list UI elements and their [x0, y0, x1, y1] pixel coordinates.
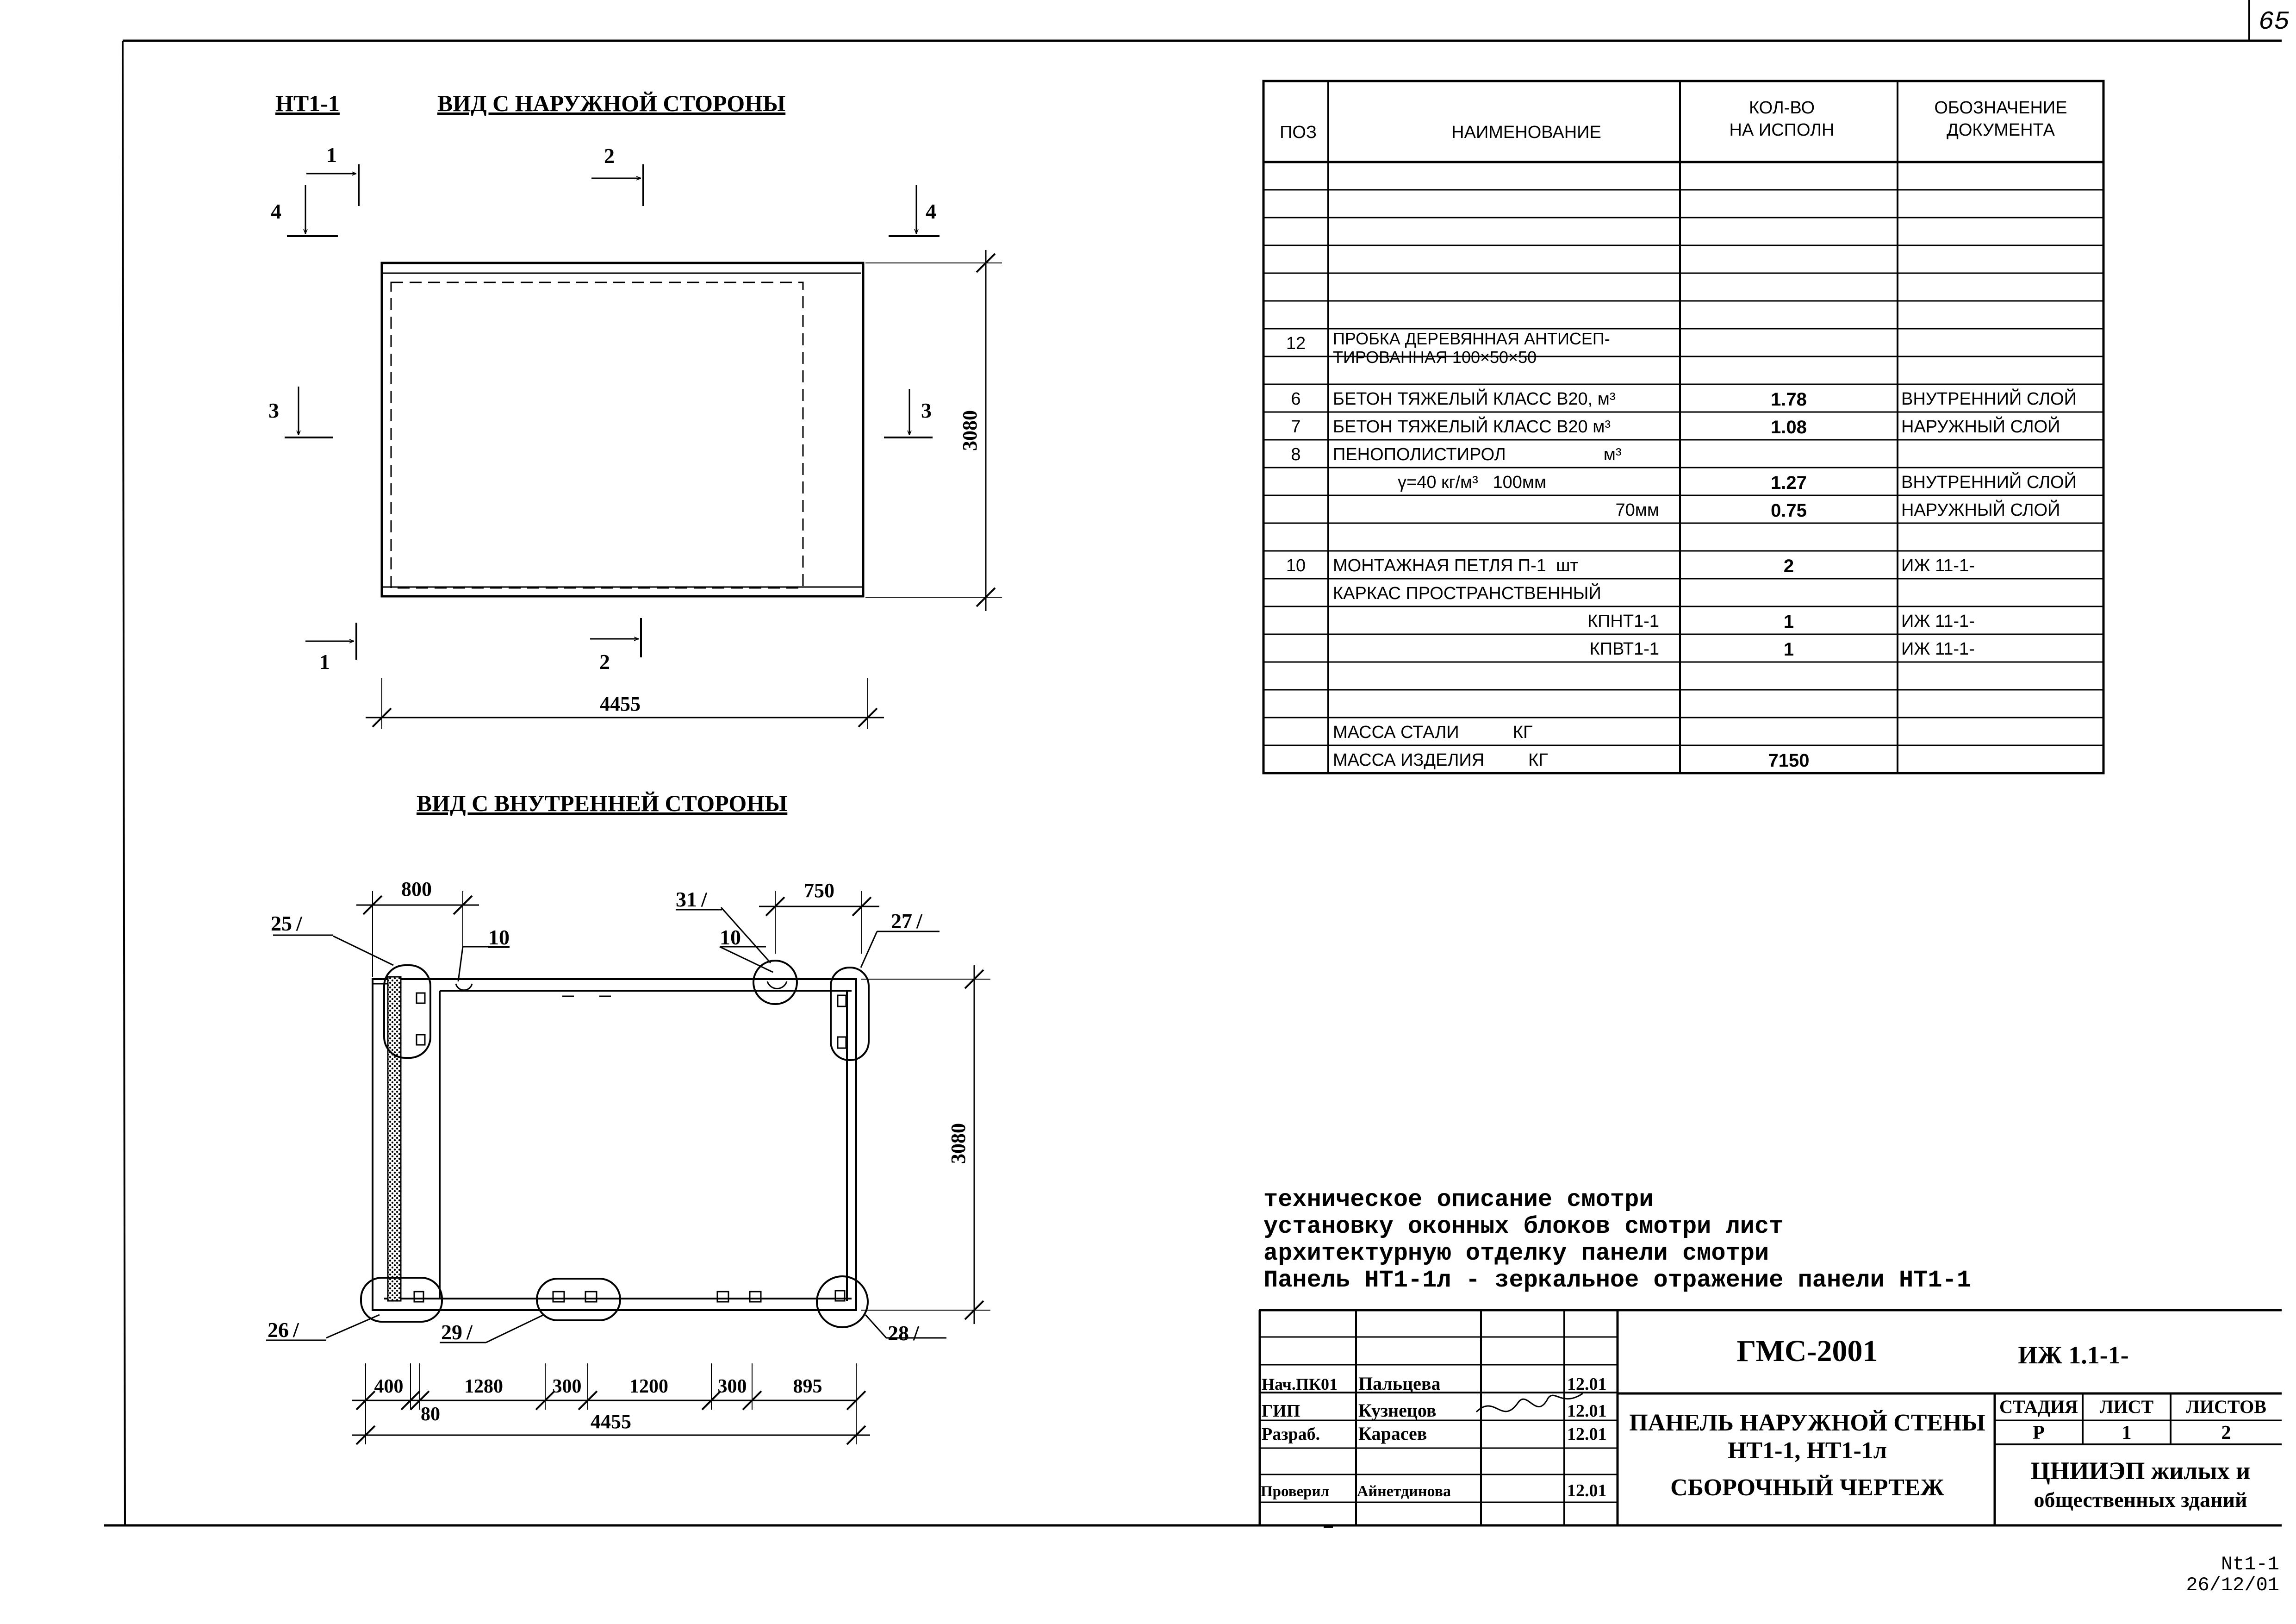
cell-doc: НАРУЖНЫЙ СЛОЙ — [1901, 500, 2060, 520]
sig-name: Карасев — [1358, 1423, 1427, 1444]
section-mark-label: 3 — [921, 399, 932, 422]
chain-dim-300-a: 300 — [552, 1376, 582, 1397]
cell-qty: 1 — [1783, 639, 1794, 660]
sig-role: Нач.ПК01 — [1262, 1375, 1338, 1393]
cell-qty: 1 — [1783, 612, 1794, 632]
section-mark-2-bottom — [590, 618, 641, 674]
section-mark-3-right — [884, 389, 933, 437]
section-mark-1-top — [306, 143, 359, 206]
chain-dim-1280: 1280 — [464, 1376, 503, 1397]
svg-text:/: / — [913, 1321, 919, 1345]
cell-pos: 12 — [1286, 334, 1306, 353]
outer-dim-height-label: 3080 — [958, 410, 981, 451]
cell-name: БЕТОН ТЯЖЕЛЫЙ КЛАСС В20 м³ — [1333, 417, 1611, 437]
table-row — [1398, 471, 2077, 493]
outer-dim-width — [366, 678, 884, 729]
note-line: архитектурную отделку панели смотри — [1263, 1240, 1769, 1267]
chain-dim-400: 400 — [374, 1376, 404, 1397]
cell-name: 70мм — [1615, 500, 1659, 520]
cell-name: МАССА ИЗДЕЛИЯ КГ — [1333, 750, 1548, 770]
outer-view-title: ВИД С НАРУЖНОЙ СТОРОНЫ — [437, 90, 786, 116]
chain-dim-80: 80 — [421, 1404, 440, 1425]
spec-table-rows — [1286, 329, 2077, 771]
inner-view-title: ВИД С ВНУТРЕННЕЙ СТОРОНЫ — [417, 790, 788, 816]
outer-dim-height — [865, 250, 1002, 611]
svg-text:/: / — [293, 1318, 299, 1342]
svg-text:/: / — [467, 1320, 473, 1344]
section-mark-1-bottom — [305, 623, 356, 674]
header-name: НАИМЕНОВАНИЕ — [1451, 123, 1601, 142]
section-mark-label: 2 — [599, 650, 610, 674]
table-row — [1615, 499, 2060, 521]
svg-text:/: / — [916, 909, 922, 933]
sig-date: 12.01 — [1567, 1374, 1607, 1394]
chain-dim-1200: 1200 — [629, 1376, 668, 1397]
outer-dim-width-label: 4455 — [600, 693, 641, 715]
sheet-label: ЛИСТ — [2099, 1396, 2154, 1417]
callout-10-left: 10 — [488, 925, 510, 949]
inner-dim-width-label: 4455 — [591, 1410, 631, 1433]
corner-stamp-line: Nt1-1 — [2221, 1553, 2279, 1575]
spec-table-header — [1280, 98, 2067, 142]
cell-name: МОНТАЖНАЯ ПЕТЛЯ П-1 шт — [1333, 556, 1578, 575]
sheets-label: ЛИСТОВ — [2186, 1396, 2266, 1417]
drawing-title-line: СБОРОЧНЫЙ ЧЕРТЕЖ — [1670, 1474, 1944, 1501]
title-block — [1259, 1310, 2282, 1527]
note-line: техническое описание смотри — [1263, 1186, 1654, 1213]
document-code: ИЖ 1.1-1- — [2018, 1341, 2129, 1369]
cell-pos: 8 — [1291, 445, 1301, 464]
cell-name: γ=40 кг/м³ 100мм — [1398, 473, 1547, 492]
organization-line: общественных зданий — [2034, 1488, 2247, 1512]
callout-ovals — [361, 961, 869, 1327]
note-line: установку оконных блоков смотри лист — [1263, 1213, 1784, 1240]
embedded-parts — [414, 981, 846, 1302]
callout-28: 28 — [888, 1321, 909, 1345]
cell-qty: 1.08 — [1771, 417, 1807, 437]
cell-pos: 7 — [1291, 417, 1301, 437]
cell-name: МАССА СТАЛИ КГ — [1333, 723, 1533, 742]
drawing-title-line: НТ1-1, НТ1-1л — [1727, 1437, 1887, 1464]
cell-qty: 2 — [1783, 556, 1794, 576]
svg-text:/: / — [701, 887, 707, 911]
sig-name: Пальцева — [1358, 1373, 1441, 1394]
table-row — [1333, 750, 1809, 771]
outer-panel-outline — [382, 263, 863, 596]
spec-table — [1263, 81, 2103, 773]
cell-name: КАРКАС ПРОСТРАНСТВЕННЫЙ — [1333, 584, 1601, 603]
cell-name: ПЕНОПОЛИСТИРОЛ м³ — [1333, 445, 1622, 464]
sheet-value: 1 — [2122, 1422, 2132, 1443]
callout-27: 27 — [891, 909, 912, 933]
panel-mark: НТ1-1 — [275, 90, 340, 116]
cell-doc: ВНУТРЕННИЙ СЛОЙ — [1901, 473, 2077, 492]
sig-date: 12.01 — [1567, 1481, 1607, 1500]
callout-25: 25 — [271, 912, 292, 935]
callout-26: 26 — [268, 1318, 289, 1342]
section-mark-label: 3 — [268, 399, 279, 422]
callout-10-right: 10 — [720, 925, 741, 949]
chain-dim-300-b: 300 — [717, 1376, 747, 1397]
cell-qty: 0.75 — [1771, 500, 1807, 521]
stage-value: Р — [2033, 1422, 2045, 1443]
sheets-value: 2 — [2221, 1422, 2231, 1443]
table-row — [1286, 329, 1610, 367]
inner-panel-outline — [373, 977, 856, 1310]
sig-role: Проверил — [1261, 1483, 1330, 1500]
cell-qty: 1.78 — [1771, 389, 1807, 410]
cell-name: ПРОБКА ДЕРЕВЯННАЯ АНТИСЕП-ТИРОВАННАЯ 100×50×50 — [1333, 329, 1610, 367]
drawing-title-line: ПАНЕЛЬ НАРУЖНОЙ СТЕНЫ — [1629, 1410, 1985, 1436]
header-qty: КОЛ-ВО НА ИСПОЛН — [1729, 98, 1835, 140]
table-row — [1333, 582, 1601, 603]
cell-name: КПНТ1-1 — [1587, 612, 1659, 631]
inner-dim-750 — [759, 879, 879, 954]
section-mark-label: 4 — [271, 200, 281, 223]
organization-line: ЦНИИЭП жилых и — [2030, 1457, 2251, 1485]
callout-31: 31 — [676, 887, 697, 911]
table-row — [1291, 388, 2076, 410]
cell-doc: ИЖ 11-1- — [1901, 612, 1975, 631]
sig-role: Разраб. — [1262, 1424, 1320, 1444]
notes — [1263, 1186, 1971, 1294]
sig-name: Кузнецов — [1358, 1400, 1437, 1421]
table-row — [1587, 612, 1975, 632]
header-pos: ПОЗ — [1280, 123, 1317, 142]
sig-role: ГИП — [1262, 1401, 1300, 1421]
cell-doc: ИЖ 11-1- — [1901, 639, 1975, 659]
svg-text:/: / — [296, 912, 302, 935]
chain-dim-895: 895 — [793, 1376, 822, 1397]
cell-doc: ИЖ 11-1- — [1901, 556, 1975, 575]
table-row — [1291, 416, 2060, 437]
cell-qty: 7150 — [1768, 750, 1810, 771]
cell-name: КПВТ1-1 — [1589, 639, 1659, 659]
section-mark-4-left — [271, 185, 338, 236]
stage-label: СТАДИЯ — [1999, 1396, 2078, 1417]
corner-stamp-line: 26/12/01 — [2186, 1574, 2279, 1596]
sig-date: 12.01 — [1567, 1424, 1607, 1444]
sig-name: Айнетдинова — [1357, 1483, 1451, 1500]
inner-dim-height-label: 3080 — [947, 1123, 970, 1164]
section-mark-3-left — [268, 387, 333, 437]
cell-doc: НАРУЖНЫЙ СЛОЙ — [1901, 417, 2060, 437]
table-row — [1333, 723, 1533, 742]
cell-name: БЕТОН ТЯЖЕЛЫЙ КЛАСС В20, м³ — [1333, 389, 1616, 409]
inner-dim-height — [861, 965, 990, 1324]
cell-pos: 6 — [1291, 389, 1301, 409]
cell-doc: ВНУТРЕННИЙ СЛОЙ — [1901, 389, 2077, 409]
section-mark-label: 2 — [604, 144, 615, 168]
inner-dim-800-label: 800 — [401, 878, 432, 900]
cell-pos: 10 — [1286, 556, 1306, 575]
section-mark-label: 1 — [319, 650, 330, 674]
inner-dim-750-label: 750 — [804, 879, 834, 902]
project-code: ГМС-2001 — [1736, 1334, 1878, 1368]
table-row — [1291, 445, 1621, 464]
callout-29: 29 — [441, 1320, 462, 1344]
callout-labels — [268, 887, 923, 1345]
outer-view — [268, 90, 1002, 729]
table-row — [1590, 639, 1975, 660]
header-doc: ОБОЗНАЧЕНИЕ ДОКУМЕНТА — [1934, 98, 2067, 140]
section-mark-label: 1 — [326, 143, 337, 167]
cell-qty: 1.27 — [1771, 473, 1807, 493]
sheet-number: 65 — [2259, 7, 2290, 37]
note-line: Панель НТ1-1л - зеркальное отражение панели НТ1-1 — [1263, 1267, 1972, 1294]
section-mark-label: 4 — [926, 200, 936, 223]
section-mark-2-top — [591, 144, 643, 206]
inner-view — [266, 790, 990, 1444]
table-row — [1286, 556, 1975, 576]
sheet-frame — [104, 0, 2282, 1525]
sig-date: 12.01 — [1567, 1401, 1607, 1421]
section-mark-4-right — [889, 185, 940, 236]
